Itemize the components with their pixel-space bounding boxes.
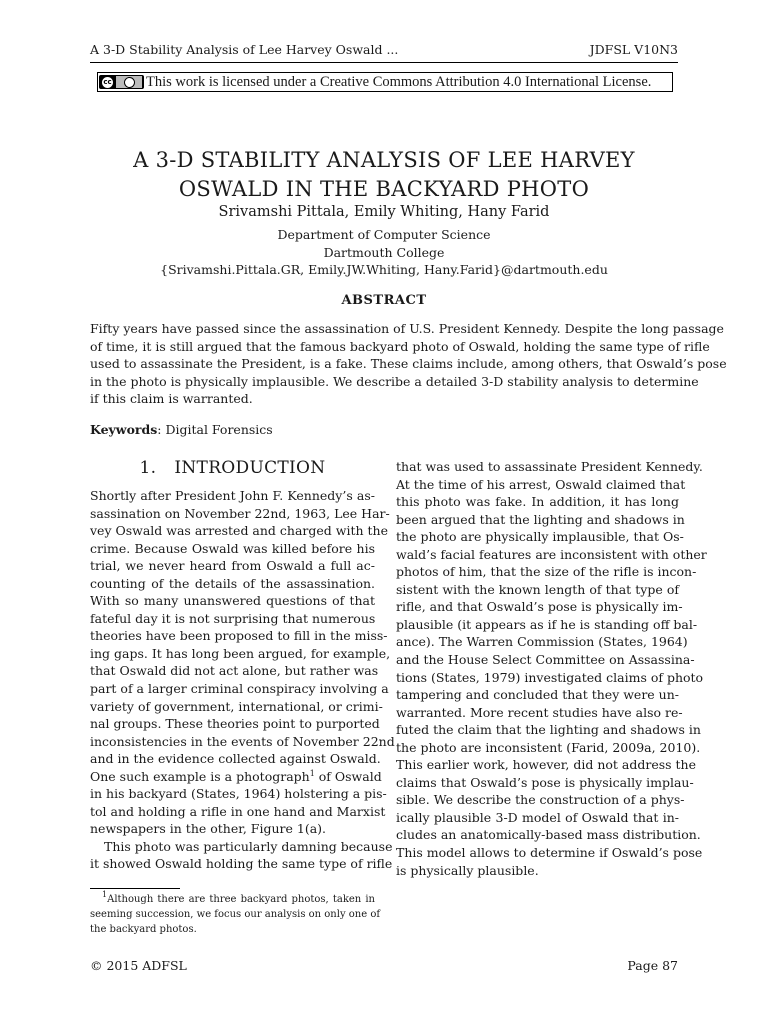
abstract-line: in the photo is physically implausible. We describe a detailed 3-D stability analysis to determine <box>90 373 699 389</box>
body-line: futed the claim that the lighting and shadows in <box>396 722 701 738</box>
body-line: been argued that the lighting and shadows in <box>396 511 685 527</box>
body-line: crime. Because Oswald was killed before his <box>90 540 375 556</box>
keywords-label: Keywords <box>90 422 158 437</box>
body-line: vey Oswald was arrested and charged with the <box>90 523 388 539</box>
body-line: tions (States, 1979) investigated claims of photo <box>396 669 704 685</box>
body-line: This photo was particularly damning because <box>104 838 393 854</box>
footnote <box>90 890 381 937</box>
license-text[interactable]: This work is licensed under a Creative Commons Attribution 4.0 International License. <box>146 73 652 90</box>
cc-by-icon: cc <box>99 75 144 89</box>
body-line: the photo are inconsistent (Farid, 2009a, 2010). <box>396 739 701 755</box>
body-line: rifle, and that Oswald’s pose is physically im- <box>396 599 683 615</box>
copyright: © 2015 ADFSL <box>90 958 187 973</box>
footnote-line: the backyard photos. <box>90 924 197 935</box>
paper-title-line: OSWALD IN THE BACKYARD PHOTO <box>178 177 590 201</box>
body-text: One such example is a photograph <box>90 768 310 784</box>
body-line: and the House Select Committee on Assassina- <box>396 652 695 668</box>
abstract-line: used to assassinate the President, is a fake. These claims include, among others, that Oswald’s pose <box>90 356 727 372</box>
body-line: inconsistencies in the events of November 22nd <box>90 733 395 749</box>
running-header <box>90 42 678 63</box>
keywords-value: : Digital Forensics <box>157 422 273 437</box>
right-column <box>396 458 707 879</box>
body-line: plausible (it appears as if he is standing off bal- <box>396 616 698 632</box>
abstract-line: Fifty years have passed since the assassination of U.S. President Kennedy. Despite the long passage <box>90 321 724 336</box>
body-line: Shortly after President John F. Kennedy’s as- <box>90 488 375 503</box>
body-line: photos of him, that the size of the rifle is incon- <box>396 564 697 580</box>
footnote-line <box>90 892 375 907</box>
body-line: variety of government, international, or crimi- <box>90 698 383 714</box>
body-line-with-footnote <box>90 768 382 786</box>
body-line: claims that Oswald’s pose is physically implau- <box>396 774 694 790</box>
section-title: INTRODUCTION <box>174 458 326 478</box>
body-line: part of a larger criminal conspiracy involving a <box>90 681 389 697</box>
section-heading <box>90 458 375 478</box>
affiliation-department: Department of Computer Science <box>277 227 491 242</box>
body-line: sassination on November 22nd, 1963, Lee Har- <box>90 505 390 521</box>
footnote-mark: 1 <box>102 890 108 899</box>
body-line: that Oswald did not act alone, but rather was <box>90 663 379 679</box>
body-text: of Oswald <box>314 768 382 784</box>
body-line: ance). The Warren Commission (States, 1964) <box>396 634 688 650</box>
abstract-line: if this claim is warranted. <box>90 391 253 407</box>
body-line: and in the evidence collected against Oswald. <box>90 751 381 767</box>
body-line: ing gaps. It has long been argued, for example, <box>90 645 391 661</box>
journal-volume: JDFSL V10N3 <box>589 42 678 57</box>
paper-title <box>60 146 708 204</box>
body-line: At the time of his arrest, Oswald claimed that <box>396 476 686 492</box>
abstract-text <box>90 320 727 408</box>
body-line: ically plausible 3-D model of Oswald that in- <box>396 809 679 825</box>
license-notice[interactable] <box>97 72 673 92</box>
affiliation-institution: Dartmouth College <box>323 245 445 260</box>
body-line: This model allows to determine if Oswald’s pose <box>396 845 703 861</box>
body-line: trial, we never heard from Oswald a full ac- <box>90 558 375 574</box>
body-line: tampering and concluded that they were un- <box>396 687 680 703</box>
running-title: A 3-D Stability Analysis of Lee Harvey Oswald ... <box>90 42 399 57</box>
paper-title-line: A 3-D STABILITY ANALYSIS OF LEE HARVEY <box>133 148 635 172</box>
footnote-ref[interactable]: 1 <box>309 768 315 778</box>
keywords <box>90 422 273 437</box>
body-line: nal groups. These theories point to purported <box>90 716 380 732</box>
body-line: in his backyard (States, 1964) holstering a pis- <box>90 786 387 802</box>
body-line: wald’s facial features are inconsistent with other <box>396 546 707 562</box>
body-line: this photo was fake. In addition, it has long <box>396 494 679 510</box>
authors: Srivamshi Pittala, Emily Whiting, Hany Farid <box>218 204 550 220</box>
body-line: the photo are physically implausible, that Os- <box>396 529 684 545</box>
body-line: tol and holding a rifle in one hand and Marxist <box>90 803 386 819</box>
footnote-text: Although there are three backyard photos, taken in <box>107 894 375 905</box>
body-line: that was used to assassinate President Kennedy. <box>396 459 703 474</box>
section-number: 1. <box>139 458 157 478</box>
body-line: cludes an anatomically-based mass distribution. <box>396 827 701 843</box>
body-line: warranted. More recent studies have also re- <box>396 704 683 720</box>
body-line: is physically plausible. <box>396 862 539 878</box>
page-number: Page 87 <box>627 958 678 973</box>
abstract-heading: ABSTRACT <box>341 293 427 308</box>
body-line: With so many unanswered questions of that <box>90 593 375 609</box>
footnote-rule <box>90 888 180 889</box>
body-line: fateful day it is not surprising that numerous <box>90 610 376 626</box>
body-line: newspapers in the other, Figure 1(a). <box>90 821 326 837</box>
footnote-line: seeming succession, we focus our analysis on only one of <box>90 909 381 920</box>
body-line: This earlier work, however, did not address the <box>396 757 696 773</box>
body-line: sistent with the known length of that type of <box>396 581 679 597</box>
body-line: counting of the details of the assassination. <box>90 575 375 591</box>
abstract-line: of time, it is still argued that the famous backyard photo of Oswald, holding the same type of rifle <box>90 338 710 354</box>
body-line: it showed Oswald holding the same type of rifle <box>90 856 393 872</box>
body-line: theories have been proposed to fill in the miss- <box>90 628 388 644</box>
author-emails[interactable]: {Srivamshi.Pittala.GR, Emily.JW.Whiting, Hany.Farid}@dartmouth.edu <box>160 262 608 277</box>
body-line: sible. We describe the construction of a phys- <box>396 792 685 808</box>
left-column <box>90 487 395 873</box>
